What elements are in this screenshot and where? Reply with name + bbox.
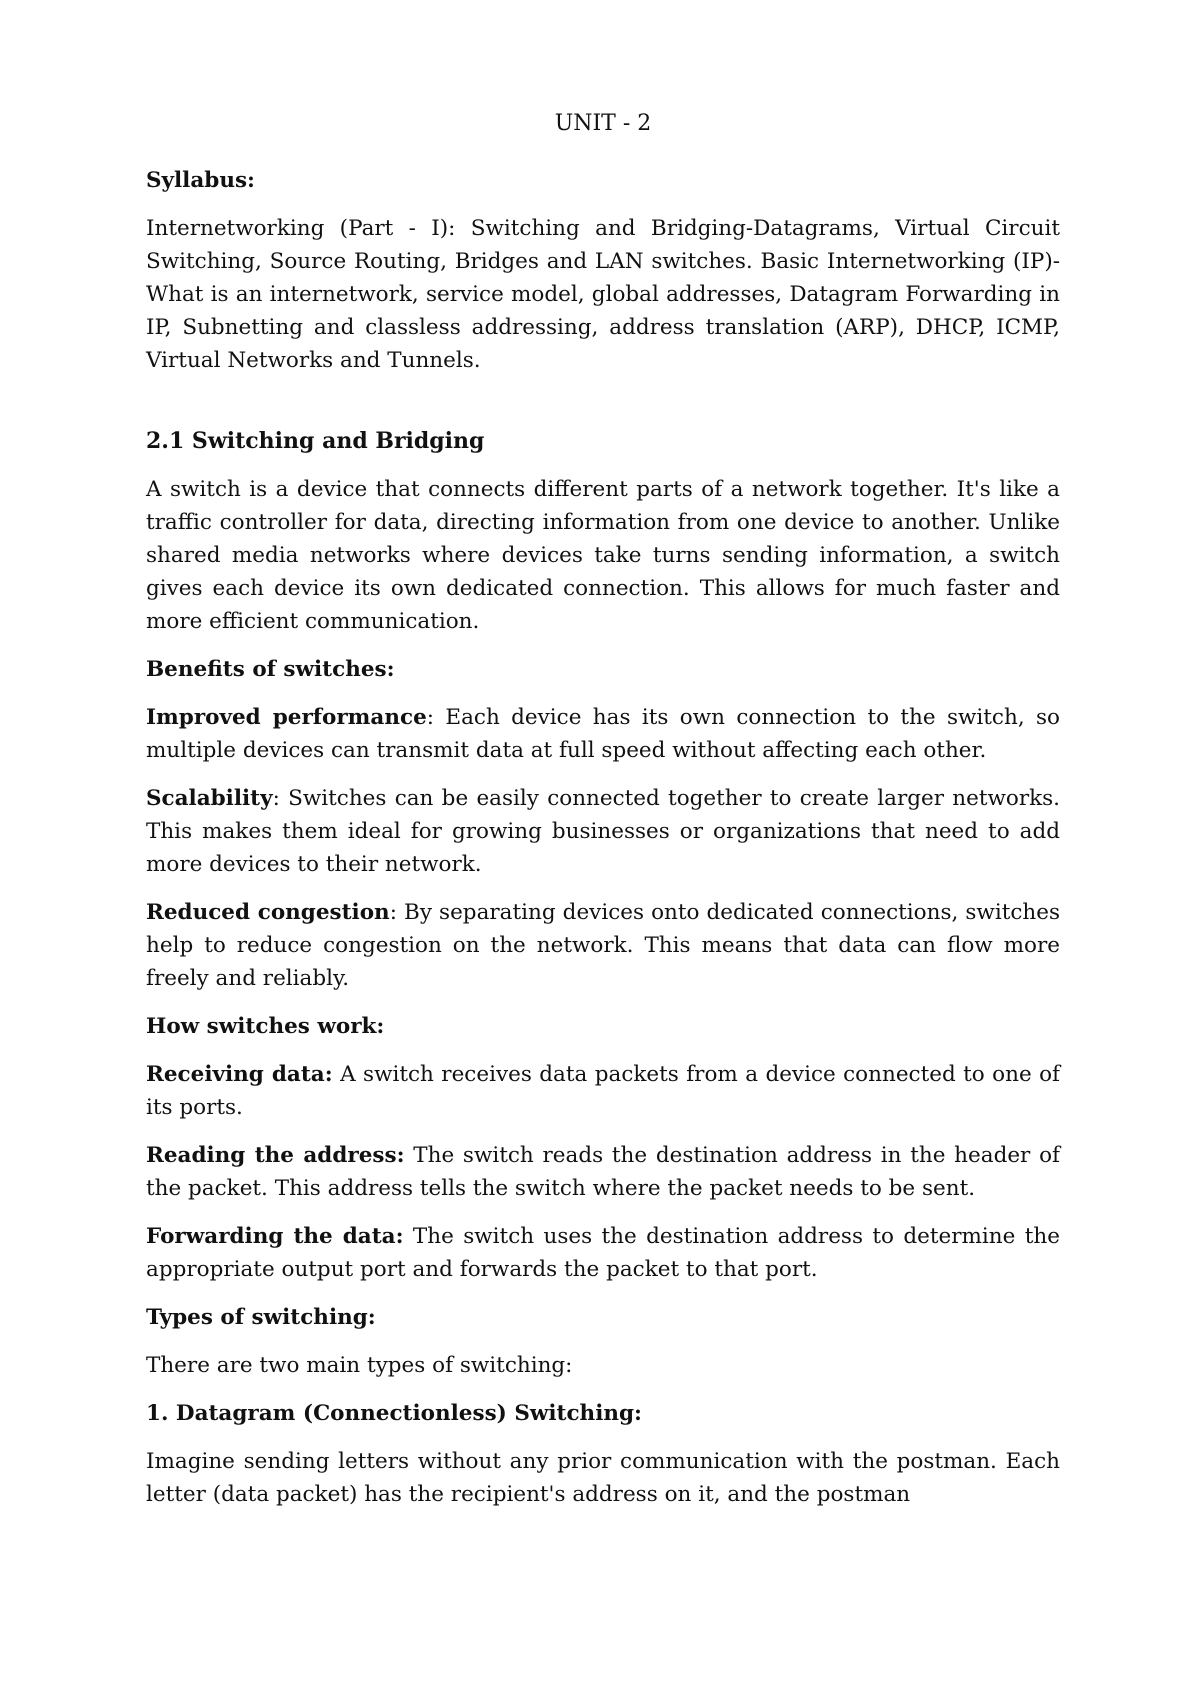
datagram-heading: 1. Datagram (Connectionless) Switching: bbox=[146, 1401, 642, 1426]
how-work-text: A switch receives data packets from a device connected to one of its ports. bbox=[146, 1062, 1060, 1120]
benefit-text: : Each device has its own connection to the switch, so multiple devices can transmit data at full speed without affecting each other. bbox=[146, 705, 1060, 763]
how-work-heading: How switches work: bbox=[146, 1014, 385, 1039]
how-work-text: The switch uses the destination address to determine the appropriate output port and forwards the packet to that port. bbox=[146, 1224, 1060, 1282]
unit-title: UNIT - 2 bbox=[554, 111, 652, 136]
types-intro: There are two main types of switching: bbox=[146, 1353, 573, 1378]
how-work-term: Reading the address: bbox=[146, 1143, 405, 1168]
how-work-text: The switch reads the destination address in the header of the packet. This address tells the switch where the packet needs to be sent. bbox=[146, 1143, 1060, 1201]
benefit-term: Scalability bbox=[146, 786, 273, 811]
benefit-item bbox=[146, 782, 1060, 881]
benefit-text: : Switches can be easily connected together to create larger networks. This makes them ideal for growing businesses or organizations that need to add more devices to their network. bbox=[146, 786, 1060, 877]
how-work-item bbox=[146, 1139, 1060, 1205]
benefit-item bbox=[146, 896, 1060, 995]
how-work-term: Receiving data: bbox=[146, 1062, 333, 1087]
benefit-text: : By separating devices onto dedicated connections, switches help to reduce congestion on the network. This means that data can flow more freely and reliably. bbox=[146, 900, 1060, 991]
section-intro: A switch is a device that connects different parts of a network together. It's like a traffic controller for data, directing information from one device to another. Unlike shared media networks where devices take turns sending information, a switch gives each device its own dedicated connection. This allows for much faster and more efficient communication. bbox=[146, 477, 1060, 634]
types-heading: Types of switching: bbox=[146, 1305, 376, 1330]
syllabus-text: Internetworking (Part - I): Switching and Bridging-Datagrams, Virtual Circuit Switching, Source Routing, Bridges and LAN switches. Basic Internetworking (IP)-What is an internetwork, service model, global addresses, Datagram Forwarding in IP, Subnetting and classless addressing, address translation (ARP), DHCP, ICMP, Virtual Networks and Tunnels. bbox=[146, 216, 1060, 373]
syllabus-heading: Syllabus: bbox=[146, 168, 255, 193]
section-heading: 2.1 Switching and Bridging bbox=[146, 428, 485, 454]
benefit-term: Improved performance bbox=[146, 705, 427, 730]
document-page bbox=[146, 108, 1060, 1526]
benefit-item bbox=[146, 701, 1060, 767]
benefits-heading: Benefits of switches: bbox=[146, 657, 395, 682]
how-work-item bbox=[146, 1058, 1060, 1124]
datagram-text: Imagine sending letters without any prior communication with the postman. Each letter (data packet) has the recipient's address on it, and the postman bbox=[146, 1449, 1060, 1507]
benefit-term: Reduced congestion bbox=[146, 900, 390, 925]
how-work-term: Forwarding the data: bbox=[146, 1224, 404, 1249]
how-work-item bbox=[146, 1220, 1060, 1286]
